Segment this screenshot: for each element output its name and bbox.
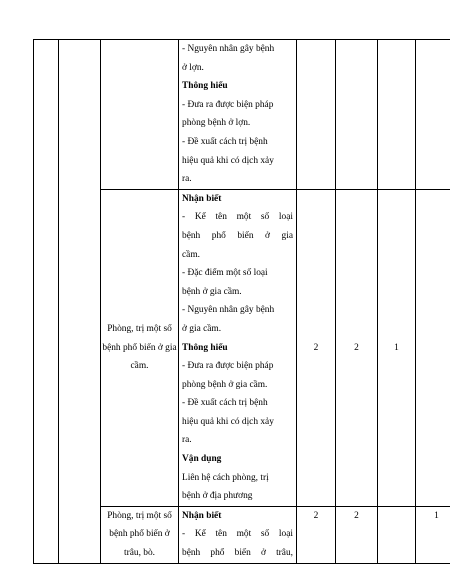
count-cell (378, 506, 416, 563)
level-heading: Nhận biết (182, 193, 222, 204)
count-cell: 2 (297, 189, 336, 506)
content-line: hiệu quả khi có dịch xảy (182, 155, 274, 166)
content-line: - Kể tên một số loại (182, 529, 293, 540)
content-line: ở gia cầm. (182, 323, 222, 334)
content-line: - Đưa ra được biện pháp (182, 361, 274, 372)
table-row (34, 40, 450, 190)
count-cell: 2 (336, 506, 378, 563)
count-cell: 2 (336, 189, 378, 506)
count-cell (416, 189, 450, 506)
count-cell (416, 40, 450, 190)
content-line: - Kể tên một số loại (182, 212, 293, 223)
matrix-table (33, 39, 450, 564)
level-heading: Nhận biết (182, 510, 222, 521)
content-line: Liên hệ cách phòng, trị (182, 472, 269, 483)
content-cell (179, 40, 297, 190)
content-line: - Đề xuất cách trị bệnh (182, 136, 268, 147)
content-line: bệnh ở địa phương (182, 491, 253, 502)
content-line: bệnh phổ biến ở gia (182, 230, 293, 241)
content-line: ra. (182, 174, 192, 185)
level-heading: Vận dụng (182, 454, 222, 465)
count-cell (297, 40, 336, 190)
content-line: phòng bệnh ở gia cầm. (182, 379, 268, 390)
col-chapter-cell (59, 40, 101, 564)
content-line: cầm. (182, 249, 200, 260)
content-line: bệnh ở gia cầm. (182, 286, 242, 297)
topic-cell: Phòng, trị một số bệnh phổ biến ở trâu, bò. (101, 506, 179, 563)
topic-cell: Phòng, trị một số bệnh phổ biến ở gia cầm. (101, 189, 179, 506)
content-cell (179, 189, 297, 506)
content-line: - Nguyên nhân gây bệnh (182, 44, 275, 54)
count-cell: 2 (297, 506, 336, 563)
content-line: - Nguyên nhân gây bệnh (182, 305, 275, 316)
col-index-cell (34, 40, 59, 564)
content-line: - Đưa ra được biện pháp (182, 99, 274, 110)
count-cell: 1 (416, 506, 450, 563)
content-line: ở lợn. (182, 62, 204, 73)
count-cell (336, 40, 378, 190)
level-heading: Thông hiểu (182, 81, 228, 92)
content-line: bệnh phổ biến ở trâu, (182, 548, 293, 559)
content-line: hiệu quả khi có dịch xảy (182, 416, 274, 427)
count-cell (378, 40, 416, 190)
count-cell: 1 (378, 189, 416, 506)
content-line: - Đặc điểm một số loại (182, 268, 268, 279)
content-line: phòng bệnh ở lợn. (182, 118, 251, 129)
level-heading: Thông hiểu (182, 342, 228, 353)
topic-cell (101, 40, 179, 190)
content-cell (179, 506, 297, 563)
content-line: ra. (182, 435, 192, 446)
content-line: - Đề xuất cách trị bệnh (182, 398, 268, 409)
